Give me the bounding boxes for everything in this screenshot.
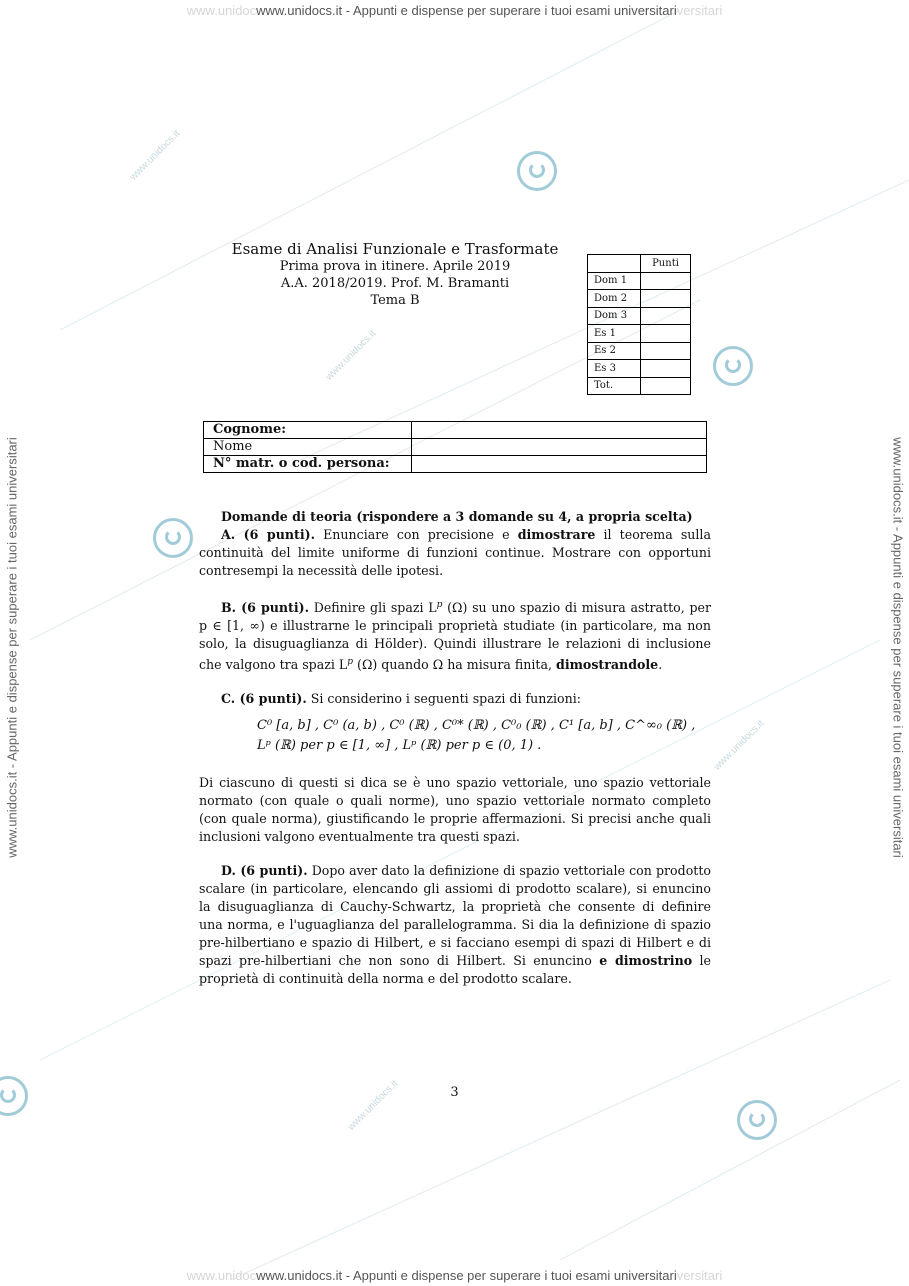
- watermark-small-1: www.unidocs.it: [127, 128, 183, 183]
- watermark-left: www.unidocs.it - Appunti e dispense per superare i tuoi esami universitari: [4, 437, 20, 858]
- question-d: D. (6 punti). Dopo aver dato la definizione di spazio vettoriale con prodotto scalare (in particolare, elencando gli assiomi di prodotto scalare), si enuncino la disuguaglianza di Cauchy-Schwartz, la proprietà che consente di definire una norma, e l'uguaglianza del parallelogramma. Si dia la definizione di spazio pre-hilbertiano e spazio di Hilbert, e si facciano esempi di spazi di Hilbert e di spazi pre-hilbertiani che non sono di Hilbert. Si enuncino e dimostrino le proprietà di continuità della norma e del prodotto scalare.: [199, 863, 711, 987]
- watermark-logo-icon: [713, 346, 753, 386]
- score-row-label: Es 1: [588, 325, 641, 343]
- surname-field[interactable]: [412, 422, 707, 439]
- watermark-logo-icon: [153, 518, 193, 558]
- question-a: A. (6 punti). Enunciare con precisione e dimostrare il teorema sulla continuità del limite uniforme di funzioni continue. Mostrare con opportuni contresempi la necessità delle ipotesi.: [199, 527, 711, 578]
- section-title: Domande di teoria (rispondere a 3 domande su 4, a propria scelta): [221, 509, 693, 524]
- exam-title: Esame di Analisi Funzionale e Trasformate: [231, 240, 559, 258]
- score-table: [587, 254, 691, 395]
- watermark-logo-icon: [517, 151, 557, 191]
- matr-field[interactable]: [412, 456, 707, 473]
- matr-label: N° matr. o cod. persona:: [204, 456, 412, 473]
- questions-body: [199, 508, 711, 1004]
- score-cell[interactable]: [641, 272, 691, 290]
- watermark-bottom: www.unidocwww.unidocs.it - Appunti e dispense per superare i tuoi esami universitariversitari: [186, 1268, 723, 1283]
- score-row-label: Dom 3: [588, 307, 641, 325]
- exam-subtitle: Prima prova in itinere. Aprile 2019: [279, 259, 511, 274]
- watermark-small-3: www.unidocs.it: [711, 718, 767, 773]
- score-row-label: Dom 1: [588, 272, 641, 290]
- score-col-header: Punti: [641, 255, 691, 273]
- name-label: Nome: [204, 439, 412, 456]
- score-row-label: Es 2: [588, 342, 641, 360]
- score-cell[interactable]: [641, 290, 691, 308]
- score-row-label: Es 3: [588, 360, 641, 378]
- watermark-small-2: www.unidocs.it: [323, 328, 379, 383]
- exam-header: [200, 240, 590, 309]
- function-spaces-formula: C⁰ [a, b] , C⁰ (a, b) , C⁰ (ℝ) , C⁰* (ℝ) , C⁰₀ (ℝ) , C¹ [a, b] , C^∞₀ (ℝ) , Lᵖ (ℝ) per p ∈ [1, ∞] , Lᵖ (ℝ) per p ∈ (0, 1) .: [257, 718, 696, 754]
- page-number: 3: [450, 1085, 459, 1100]
- score-cell[interactable]: [641, 342, 691, 360]
- question-c: C. (6 punti). Si considerino i seguenti spazi di funzioni:: [221, 691, 581, 707]
- question-b: B. (6 punti). Definire gli spazi $L^p$ (Ω) su uno spazio di misura astratto, per p ∈ [1, ∞) e illustrarne le principali proprietà studiate (in particolare, ma non solo, la disuguaglianza di Hölder). Quindi illustrare le relazioni di inclusione che valgono tra spazi $L^p$ (Ω) quando Ω ha misura finita, dimostrandole.: [199, 600, 711, 673]
- watermark-small-4: www.unidocs.it: [345, 1078, 401, 1133]
- score-row-label: Dom 2: [588, 290, 641, 308]
- surname-label: Cognome:: [204, 422, 412, 439]
- academic-year: A.A. 2018/2019. Prof. M. Bramanti: [280, 276, 510, 291]
- name-field[interactable]: [412, 439, 707, 456]
- exam-theme: Tema B: [370, 293, 420, 308]
- student-id-table: [203, 421, 707, 473]
- score-cell[interactable]: [641, 307, 691, 325]
- watermark-top: www.unidocwww.unidocs.it - Appunti e dispense per superare i tuoi esami universitariversitari: [186, 3, 723, 18]
- watermark-right: www.unidocs.it - Appunti e dispense per superare i tuoi esami universitari: [890, 437, 906, 858]
- watermark-logo-icon: [737, 1100, 777, 1140]
- score-row-label: Tot.: [588, 377, 641, 395]
- score-cell[interactable]: [641, 360, 691, 378]
- score-cell[interactable]: [641, 325, 691, 343]
- score-cell[interactable]: [641, 377, 691, 395]
- question-c-text: Di ciascuno di questi si dica se è uno spazio vettoriale, uno spazio vettoriale normato (con quale o quali norme), uno spazio vettoriale normato completo (con quale norma), giustificando le proprie affermazioni. Si precisi anche quali inclusioni valgono eventualmente tra questi spazi.: [199, 775, 711, 845]
